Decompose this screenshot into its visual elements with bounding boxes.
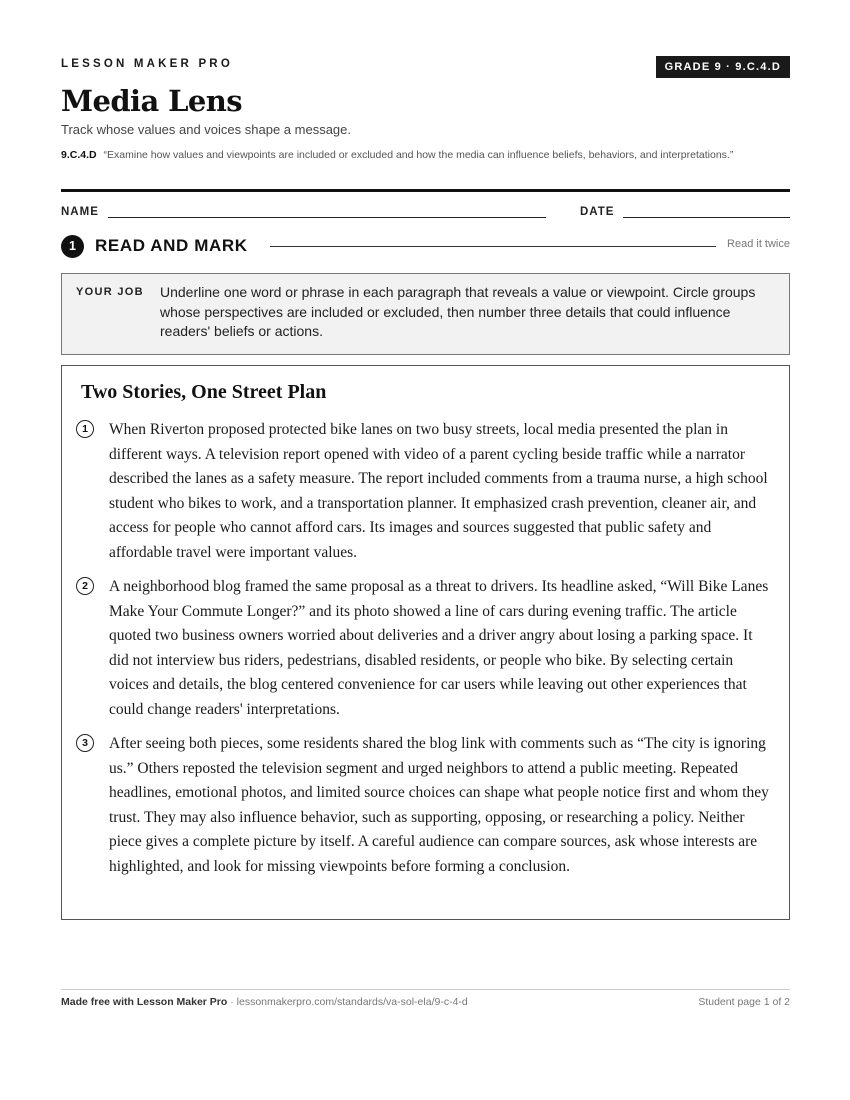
grade-badge: GRADE 9 · 9.C.4.D <box>656 56 790 78</box>
footer-credit: Made free with Lesson Maker Pro <box>61 996 228 1008</box>
date-field[interactable] <box>623 217 790 218</box>
date-label: DATE <box>580 206 615 218</box>
section-header <box>61 235 790 259</box>
instructions-box <box>61 273 790 355</box>
paragraph-text: A neighborhood blog framed the same proposal as a threat to drivers. Its headline asked, “Will Bike Lanes Make Your Commute Longer?” and its photo showed a line of cars during evening traffic. The article quoted two business owners worried about deliveries and a driver angry about losing a parking space. It did not interview bus riders, pedestrians, disabled residents, or people who bike. By selecting certain voices and details, the blog centered convenience for car users while leaving out other experiences that could change readers' interpretations. <box>109 578 769 718</box>
step-number-badge: 1 <box>61 235 84 258</box>
paragraph-text: When Riverton proposed protected bike lanes on two busy streets, local media presented the plan in different ways. A television report opened with video of a parent cycling beside traffic while a narrator described the lanes as a safety measure. The report included comments from a trauma nurse, a high school student who bikes to work, and a transportation planner. It emphasized crash prevention, cleaner air, and access for people who cannot afford cars. Its images and sources suggested that public safety and affordable travel were important values. <box>109 421 768 561</box>
header-divider <box>61 189 790 192</box>
standard-code: 9.C.4.D <box>61 149 97 161</box>
passage-title: Two Stories, One Street Plan <box>81 381 327 403</box>
brand-name: LESSON MAKER PRO <box>61 58 233 70</box>
page-footer <box>61 996 790 1008</box>
section-title: READ AND MARK <box>95 236 248 255</box>
standard-description <box>61 148 761 163</box>
name-field[interactable] <box>108 217 546 218</box>
section-divider <box>270 246 716 247</box>
footer-divider <box>61 989 790 990</box>
page-title: Media Lens <box>61 84 242 118</box>
top-bar <box>61 56 790 78</box>
paragraph-number: 1 <box>76 420 94 438</box>
page-number: Student page 1 of 2 <box>698 996 790 1008</box>
instructions-text: Underline one word or phrase in each paragraph that reveals a value or viewpoint. Circle groups whose perspectives are included or excluded, then number three details that could influence readers' beliefs or actions. <box>160 284 756 339</box>
reading-passage <box>61 365 790 920</box>
student-fields <box>61 205 790 221</box>
paragraph-text: After seeing both pieces, some residents shared the blog link with comments such as “The city is ignoring us.” Others reposted the television segment and urged neighbors to attend a public meeting. Repeated headlines, emotional photos, and limited source choices can shape what people notice first and whom they trust. They may also influence behavior, such as supporting, opposing, or researching a policy. Neither piece gives a complete picture by itself. A careful audience can compare sources, ask whose interests are highlighted, and look for missing viewpoints before forming a conclusion. <box>109 735 769 875</box>
page-subtitle: Track whose values and voices shape a message. <box>61 122 352 137</box>
footer-url[interactable]: · lessonmakerpro.com/standards/va-sol-ela/9-c-4-d <box>230 996 468 1008</box>
section-note: Read it twice <box>727 238 790 250</box>
name-label: NAME <box>61 206 99 218</box>
paragraph-number: 3 <box>76 734 94 752</box>
instructions-label: YOUR JOB <box>76 286 144 298</box>
standard-text: “Examine how values and viewpoints are included or excluded and how the media can influence beliefs, behaviors, and interpretations.” <box>103 149 734 161</box>
paragraph-number: 2 <box>76 577 94 595</box>
